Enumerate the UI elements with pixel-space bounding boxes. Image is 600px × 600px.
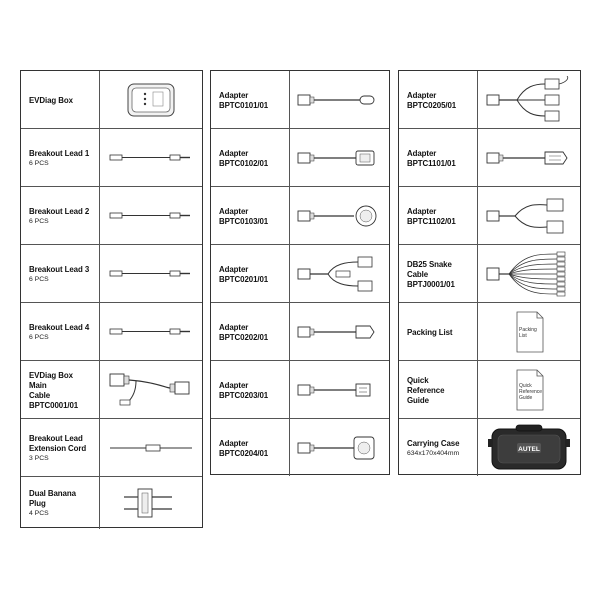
item-name: DB25 Snake Cable BPTJ0001/01 xyxy=(407,258,455,289)
adapter-bptc0203-image xyxy=(290,361,389,418)
item-qty: 6 PCS xyxy=(29,333,49,341)
main-cable-image xyxy=(100,361,202,418)
item-db25-snake-cable xyxy=(399,245,580,303)
item-qty: 6 PCS xyxy=(29,275,49,283)
item-name: Carrying Case xyxy=(407,437,460,448)
item-adapter-bptc0201 xyxy=(211,245,389,303)
item-quick-reference-guide xyxy=(399,361,580,419)
item-name: Adapter BPTC0203/01 xyxy=(219,379,269,400)
item-adapter-bptc1102 xyxy=(399,187,580,245)
item-breakout-lead-3 xyxy=(21,245,202,303)
item-main-cable xyxy=(21,361,202,419)
item-name: Quick Reference Guide xyxy=(407,374,445,405)
item-name: Adapter BPTC0205/01 xyxy=(407,89,457,110)
adapter-bptc0103-image xyxy=(290,187,389,244)
item-qty: 6 PCS xyxy=(29,217,49,225)
item-packing-list xyxy=(399,303,580,361)
item-name: Adapter BPTC0103/01 xyxy=(219,205,269,226)
item-name: Dual Banana Plug xyxy=(29,488,76,508)
item-name: Adapter BPTC0201/01 xyxy=(219,263,269,284)
quick-ref-line-2: Reference xyxy=(519,388,543,395)
adapter-bptc1102-image xyxy=(478,187,580,244)
item-qty: 634x170x404mm xyxy=(407,449,460,457)
item-name: Adapter BPTC0101/01 xyxy=(219,89,269,110)
item-adapter-bptc0101 xyxy=(211,71,389,129)
quick-ref-line-1: Quick xyxy=(519,382,532,389)
item-adapter-bptc0202 xyxy=(211,303,389,361)
extension-cord-image xyxy=(100,419,202,476)
breakout-lead-2-image xyxy=(100,187,202,244)
item-adapter-bptc0205 xyxy=(399,71,580,129)
column-1 xyxy=(20,70,203,528)
item-qty: 4 PCS xyxy=(29,510,49,517)
item-name: Adapter BPTC0102/01 xyxy=(219,147,269,168)
item-breakout-lead-2 xyxy=(21,187,202,245)
adapter-bptc1101-image xyxy=(478,129,580,186)
adapter-bptc0204-image xyxy=(290,419,389,476)
item-name: Breakout Lead 1 xyxy=(29,147,90,158)
item-name: Breakout Lead 4 xyxy=(29,321,90,332)
carrying-case-image xyxy=(478,419,580,476)
column-3 xyxy=(398,70,581,475)
item-name: EVDiag Box xyxy=(29,94,73,105)
evdiag-box-image xyxy=(100,71,202,128)
item-name: EVDiag Box Main Cable BPTC0001/01 xyxy=(29,369,79,410)
breakout-lead-4-image xyxy=(100,303,202,360)
item-name: Adapter BPTC1101/01 xyxy=(407,147,456,168)
packing-list-line-2: List xyxy=(519,332,527,339)
item-extension-cord xyxy=(21,419,202,477)
item-adapter-bptc1101 xyxy=(399,129,580,187)
quick-reference-guide-image xyxy=(478,361,580,418)
item-adapter-bptc0103 xyxy=(211,187,389,245)
packing-list-image xyxy=(478,303,580,360)
adapter-bptc0202-image xyxy=(290,303,389,360)
adapter-bptc0201-image xyxy=(290,245,389,302)
item-qty: 3 PCS xyxy=(29,454,49,462)
db25-snake-cable-image xyxy=(478,245,580,302)
dual-banana-plug-image xyxy=(100,477,202,529)
adapter-bptc0102-image xyxy=(290,129,389,186)
adapter-bptc0101-image xyxy=(290,71,389,128)
breakout-lead-1-image xyxy=(100,129,202,186)
item-breakout-lead-1 xyxy=(21,129,202,187)
item-qty: 6 PCS xyxy=(29,159,49,167)
item-name: Breakout Lead 2 xyxy=(29,205,90,216)
packing-list-line-1: Packing xyxy=(519,326,537,333)
item-name: Breakout Lead 3 xyxy=(29,263,90,274)
item-breakout-lead-4 xyxy=(21,303,202,361)
item-adapter-bptc0102 xyxy=(211,129,389,187)
item-carrying-case xyxy=(399,419,580,476)
item-name: Adapter BPTC0204/01 xyxy=(219,437,269,458)
quick-ref-line-3: Guide xyxy=(519,394,533,401)
item-dual-banana-plug xyxy=(21,477,202,529)
item-adapter-bptc0203 xyxy=(211,361,389,419)
column-2 xyxy=(210,70,390,475)
item-name: Packing List xyxy=(407,326,453,337)
case-logo-text: AUTEL xyxy=(518,445,540,453)
adapter-bptc0205-image xyxy=(478,71,580,128)
item-adapter-bptc0204 xyxy=(211,419,389,476)
item-name: Adapter BPTC1102/01 xyxy=(407,205,456,226)
item-name: Adapter BPTC0202/01 xyxy=(219,321,269,342)
item-name: Breakout Lead Extension Cord xyxy=(29,432,87,453)
breakout-lead-3-image xyxy=(100,245,202,302)
item-evdiag-box xyxy=(21,71,202,129)
